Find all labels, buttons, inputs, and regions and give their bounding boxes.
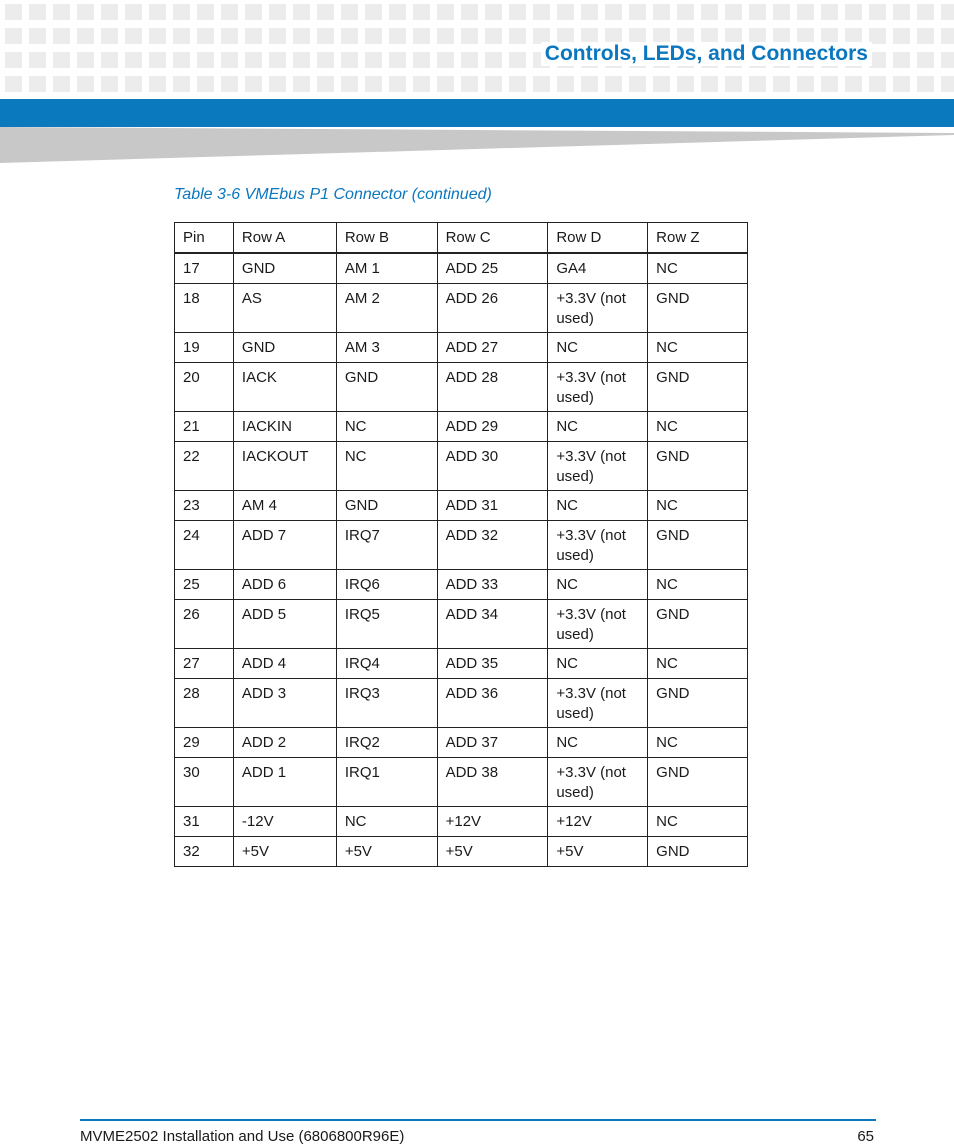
header-tile bbox=[53, 76, 70, 92]
table-cell: 26 bbox=[175, 600, 234, 649]
header-tile bbox=[485, 76, 502, 92]
table-cell: ADD 5 bbox=[233, 600, 336, 649]
header-tile bbox=[341, 76, 358, 92]
table-cell: IRQ5 bbox=[336, 600, 437, 649]
table-cell: NC bbox=[548, 412, 648, 442]
table-cell: NC bbox=[548, 649, 648, 679]
table-row bbox=[175, 570, 748, 600]
header-tile bbox=[29, 76, 46, 92]
table-row bbox=[175, 363, 748, 412]
table-cell: ADD 35 bbox=[437, 649, 548, 679]
header-tile bbox=[917, 76, 934, 92]
header-tile bbox=[701, 4, 718, 20]
table-cell: 29 bbox=[175, 728, 234, 758]
header-tile bbox=[845, 4, 862, 20]
table-body bbox=[175, 253, 748, 867]
table-cell: GND bbox=[233, 253, 336, 284]
table-cell: AM 3 bbox=[336, 333, 437, 363]
table-row bbox=[175, 758, 748, 807]
header-tile bbox=[845, 76, 862, 92]
header-tile bbox=[917, 28, 934, 44]
header-tile bbox=[341, 52, 358, 68]
header-tile bbox=[893, 28, 910, 44]
header-tile bbox=[821, 76, 838, 92]
header-gray-swoosh bbox=[0, 127, 954, 163]
table-cell: IRQ6 bbox=[336, 570, 437, 600]
table-cell: GND bbox=[336, 491, 437, 521]
header-tile bbox=[77, 28, 94, 44]
header-tile bbox=[245, 28, 262, 44]
table-cell: AM 1 bbox=[336, 253, 437, 284]
header-tile bbox=[29, 4, 46, 20]
header-tile bbox=[773, 4, 790, 20]
table-header-row bbox=[175, 223, 748, 254]
table-cell: NC bbox=[548, 570, 648, 600]
header-tile bbox=[437, 52, 454, 68]
table-cell: GND bbox=[648, 758, 748, 807]
table-cell: AM 4 bbox=[233, 491, 336, 521]
footer-document-title: MVME2502 Installation and Use (6806800R96E) bbox=[80, 1128, 405, 1145]
header-tile bbox=[461, 4, 478, 20]
footer-divider bbox=[80, 1119, 876, 1121]
header-tile bbox=[317, 28, 334, 44]
table-cell: ADD 25 bbox=[437, 253, 548, 284]
table-cell: 18 bbox=[175, 284, 234, 333]
table-cell: AS bbox=[233, 284, 336, 333]
table-cell: NC bbox=[336, 412, 437, 442]
table-cell: GND bbox=[648, 363, 748, 412]
table-cell: NC bbox=[548, 728, 648, 758]
header-tile bbox=[485, 52, 502, 68]
table-cell: GND bbox=[336, 363, 437, 412]
header-tile bbox=[29, 52, 46, 68]
table-cell: GND bbox=[648, 284, 748, 333]
table-cell: ADD 6 bbox=[233, 570, 336, 600]
table-cell: 31 bbox=[175, 807, 234, 837]
header-tile bbox=[149, 52, 166, 68]
header-tile bbox=[413, 4, 430, 20]
vmebus-p1-connector-table bbox=[174, 222, 748, 867]
table-cell: ADD 2 bbox=[233, 728, 336, 758]
header-tile bbox=[173, 28, 190, 44]
header-tile bbox=[293, 4, 310, 20]
header-tile bbox=[821, 4, 838, 20]
table-cell: GND bbox=[648, 600, 748, 649]
header-tile bbox=[509, 52, 526, 68]
header-tile bbox=[125, 28, 142, 44]
table-cell: NC bbox=[548, 491, 648, 521]
table-cell: NC bbox=[648, 412, 748, 442]
table-cell: ADD 38 bbox=[437, 758, 548, 807]
header-tile bbox=[197, 28, 214, 44]
header-tile bbox=[365, 76, 382, 92]
column-header: Row A bbox=[233, 223, 336, 254]
header-tile bbox=[221, 52, 238, 68]
header-tile bbox=[149, 4, 166, 20]
table-row bbox=[175, 333, 748, 363]
header-tile bbox=[797, 76, 814, 92]
table-row bbox=[175, 807, 748, 837]
header-tile bbox=[413, 28, 430, 44]
table-cell: 17 bbox=[175, 253, 234, 284]
table-cell: ADD 3 bbox=[233, 679, 336, 728]
section-title: Controls, LEDs, and Connectors bbox=[541, 42, 872, 66]
header-tile bbox=[173, 52, 190, 68]
header-tile bbox=[677, 4, 694, 20]
table-cell: 19 bbox=[175, 333, 234, 363]
table-cell: NC bbox=[336, 442, 437, 491]
table-cell: 24 bbox=[175, 521, 234, 570]
table-row bbox=[175, 649, 748, 679]
table-cell: +3.3V (not used) bbox=[548, 521, 648, 570]
table-cell: NC bbox=[336, 807, 437, 837]
table-cell: NC bbox=[548, 333, 648, 363]
table-cell: 25 bbox=[175, 570, 234, 600]
header-tile bbox=[5, 52, 22, 68]
header-tile bbox=[245, 4, 262, 20]
header-tile bbox=[317, 76, 334, 92]
header-tile bbox=[485, 28, 502, 44]
table-cell: ADD 26 bbox=[437, 284, 548, 333]
table-row bbox=[175, 491, 748, 521]
table-row bbox=[175, 253, 748, 284]
header-tile bbox=[629, 76, 646, 92]
header-tile bbox=[605, 76, 622, 92]
table-cell: 32 bbox=[175, 837, 234, 867]
header-tile bbox=[533, 4, 550, 20]
header-tile bbox=[269, 28, 286, 44]
table-cell: ADD 28 bbox=[437, 363, 548, 412]
table-row bbox=[175, 521, 748, 570]
header-tile bbox=[461, 76, 478, 92]
table-cell: NC bbox=[648, 728, 748, 758]
header-tile bbox=[437, 28, 454, 44]
header-tile bbox=[941, 4, 954, 20]
header-tile bbox=[893, 76, 910, 92]
table-row bbox=[175, 837, 748, 867]
table-row bbox=[175, 412, 748, 442]
table-cell: -12V bbox=[233, 807, 336, 837]
header-tile bbox=[245, 52, 262, 68]
table-cell: ADD 1 bbox=[233, 758, 336, 807]
header-tile bbox=[293, 28, 310, 44]
header-tile bbox=[293, 52, 310, 68]
column-header: Row C bbox=[437, 223, 548, 254]
header-tile bbox=[245, 76, 262, 92]
header-tile bbox=[197, 76, 214, 92]
table-cell: GND bbox=[648, 679, 748, 728]
header-tile bbox=[437, 4, 454, 20]
header-tile bbox=[101, 28, 118, 44]
header-tile bbox=[941, 28, 954, 44]
header-tile bbox=[149, 76, 166, 92]
header-tile bbox=[77, 4, 94, 20]
header-tile bbox=[701, 76, 718, 92]
table-cell: 23 bbox=[175, 491, 234, 521]
column-header: Row D bbox=[548, 223, 648, 254]
header-tile bbox=[893, 52, 910, 68]
header-tile bbox=[341, 28, 358, 44]
header-tile bbox=[725, 4, 742, 20]
header-tile bbox=[533, 76, 550, 92]
header-tile bbox=[173, 76, 190, 92]
column-header: Row Z bbox=[648, 223, 748, 254]
header-tile bbox=[509, 28, 526, 44]
table-cell: ADD 36 bbox=[437, 679, 548, 728]
table-cell: +5V bbox=[437, 837, 548, 867]
header-tile bbox=[125, 52, 142, 68]
header-tile bbox=[749, 76, 766, 92]
table-cell: ADD 27 bbox=[437, 333, 548, 363]
header-tile bbox=[653, 76, 670, 92]
header-tile bbox=[365, 52, 382, 68]
table-row bbox=[175, 679, 748, 728]
header-tile bbox=[317, 52, 334, 68]
header-tile bbox=[101, 52, 118, 68]
header-tile bbox=[941, 52, 954, 68]
header-tile bbox=[125, 76, 142, 92]
header-tile bbox=[173, 4, 190, 20]
table-cell: ADD 32 bbox=[437, 521, 548, 570]
table-cell: +3.3V (not used) bbox=[548, 442, 648, 491]
table-cell: +5V bbox=[336, 837, 437, 867]
header-tile bbox=[509, 76, 526, 92]
table-cell: ADD 29 bbox=[437, 412, 548, 442]
header-tile bbox=[917, 52, 934, 68]
table-cell: IRQ4 bbox=[336, 649, 437, 679]
table-cell: IRQ2 bbox=[336, 728, 437, 758]
header-tile bbox=[437, 76, 454, 92]
table-caption: Table 3-6 VMEbus P1 Connector (continued) bbox=[174, 186, 492, 203]
table-cell: NC bbox=[648, 649, 748, 679]
header-tile bbox=[581, 4, 598, 20]
header-tile bbox=[773, 76, 790, 92]
header-tile bbox=[221, 4, 238, 20]
header-tile bbox=[581, 76, 598, 92]
header-tile bbox=[485, 4, 502, 20]
header-tile bbox=[461, 28, 478, 44]
table-cell: ADD 7 bbox=[233, 521, 336, 570]
header-tile bbox=[341, 4, 358, 20]
header-tile bbox=[389, 76, 406, 92]
table-cell: AM 2 bbox=[336, 284, 437, 333]
table-cell: +3.3V (not used) bbox=[548, 363, 648, 412]
table-cell: 22 bbox=[175, 442, 234, 491]
header-tile bbox=[557, 76, 574, 92]
table-cell: +5V bbox=[548, 837, 648, 867]
table-cell: +12V bbox=[437, 807, 548, 837]
header-tile bbox=[269, 4, 286, 20]
table-cell: GA4 bbox=[548, 253, 648, 284]
table-cell: +3.3V (not used) bbox=[548, 600, 648, 649]
header-tile bbox=[461, 52, 478, 68]
header-tile bbox=[77, 76, 94, 92]
column-header: Row B bbox=[336, 223, 437, 254]
table-cell: 27 bbox=[175, 649, 234, 679]
header-tile bbox=[917, 4, 934, 20]
table-row bbox=[175, 600, 748, 649]
table-cell: +3.3V (not used) bbox=[548, 284, 648, 333]
table-cell: GND bbox=[648, 837, 748, 867]
table-cell: ADD 33 bbox=[437, 570, 548, 600]
header-tile bbox=[5, 28, 22, 44]
header-tile bbox=[869, 76, 886, 92]
header-tile bbox=[389, 4, 406, 20]
header-tile bbox=[101, 76, 118, 92]
table-cell: NC bbox=[648, 491, 748, 521]
table-cell: IACK bbox=[233, 363, 336, 412]
header-tile bbox=[29, 28, 46, 44]
table-cell: IACKIN bbox=[233, 412, 336, 442]
table-cell: ADD 30 bbox=[437, 442, 548, 491]
table-cell: +3.3V (not used) bbox=[548, 758, 648, 807]
table-cell: GND bbox=[233, 333, 336, 363]
header-tile bbox=[125, 4, 142, 20]
header-tile bbox=[101, 4, 118, 20]
header-tile bbox=[869, 4, 886, 20]
table-cell: ADD 34 bbox=[437, 600, 548, 649]
header-tile bbox=[5, 4, 22, 20]
table-cell: IACKOUT bbox=[233, 442, 336, 491]
table-row bbox=[175, 284, 748, 333]
header-tile bbox=[413, 52, 430, 68]
header-tile bbox=[749, 4, 766, 20]
table-row bbox=[175, 728, 748, 758]
table-cell: ADD 4 bbox=[233, 649, 336, 679]
header-tile bbox=[677, 76, 694, 92]
header-tile bbox=[77, 52, 94, 68]
table-cell: IRQ1 bbox=[336, 758, 437, 807]
header-tile bbox=[317, 4, 334, 20]
header-tile bbox=[197, 52, 214, 68]
header-tile bbox=[413, 76, 430, 92]
header-tile bbox=[197, 4, 214, 20]
header-tile bbox=[221, 28, 238, 44]
table-cell: NC bbox=[648, 570, 748, 600]
header-tile bbox=[797, 4, 814, 20]
header-tile bbox=[269, 76, 286, 92]
header-tile bbox=[53, 52, 70, 68]
header-tile bbox=[269, 52, 286, 68]
table-cell: GND bbox=[648, 442, 748, 491]
table-cell: 28 bbox=[175, 679, 234, 728]
table-cell: NC bbox=[648, 253, 748, 284]
table-cell: +12V bbox=[548, 807, 648, 837]
header-tile bbox=[893, 4, 910, 20]
header-tile bbox=[365, 4, 382, 20]
table-cell: +3.3V (not used) bbox=[548, 679, 648, 728]
header-tile bbox=[725, 76, 742, 92]
table-cell: NC bbox=[648, 807, 748, 837]
table-cell: IRQ3 bbox=[336, 679, 437, 728]
column-header: Pin bbox=[175, 223, 234, 254]
header-tile bbox=[389, 28, 406, 44]
header-tile bbox=[557, 4, 574, 20]
header-tile bbox=[149, 28, 166, 44]
table-cell: 30 bbox=[175, 758, 234, 807]
table-cell: IRQ7 bbox=[336, 521, 437, 570]
header-tile bbox=[293, 76, 310, 92]
table-row bbox=[175, 442, 748, 491]
page-number: 65 bbox=[857, 1128, 874, 1145]
header-tile bbox=[605, 4, 622, 20]
header-tile bbox=[221, 76, 238, 92]
table-cell: GND bbox=[648, 521, 748, 570]
header-tile bbox=[509, 4, 526, 20]
table-cell: ADD 31 bbox=[437, 491, 548, 521]
header-tile bbox=[629, 4, 646, 20]
table-cell: +5V bbox=[233, 837, 336, 867]
table-cell: 21 bbox=[175, 412, 234, 442]
table-cell: NC bbox=[648, 333, 748, 363]
header-tile bbox=[53, 4, 70, 20]
header-tile bbox=[653, 4, 670, 20]
header-blue-band bbox=[0, 99, 954, 127]
header-tile bbox=[53, 28, 70, 44]
header-tile bbox=[365, 28, 382, 44]
header-tile bbox=[5, 76, 22, 92]
header-tile bbox=[389, 52, 406, 68]
header-tile bbox=[941, 76, 954, 92]
table-cell: ADD 37 bbox=[437, 728, 548, 758]
table-cell: 20 bbox=[175, 363, 234, 412]
